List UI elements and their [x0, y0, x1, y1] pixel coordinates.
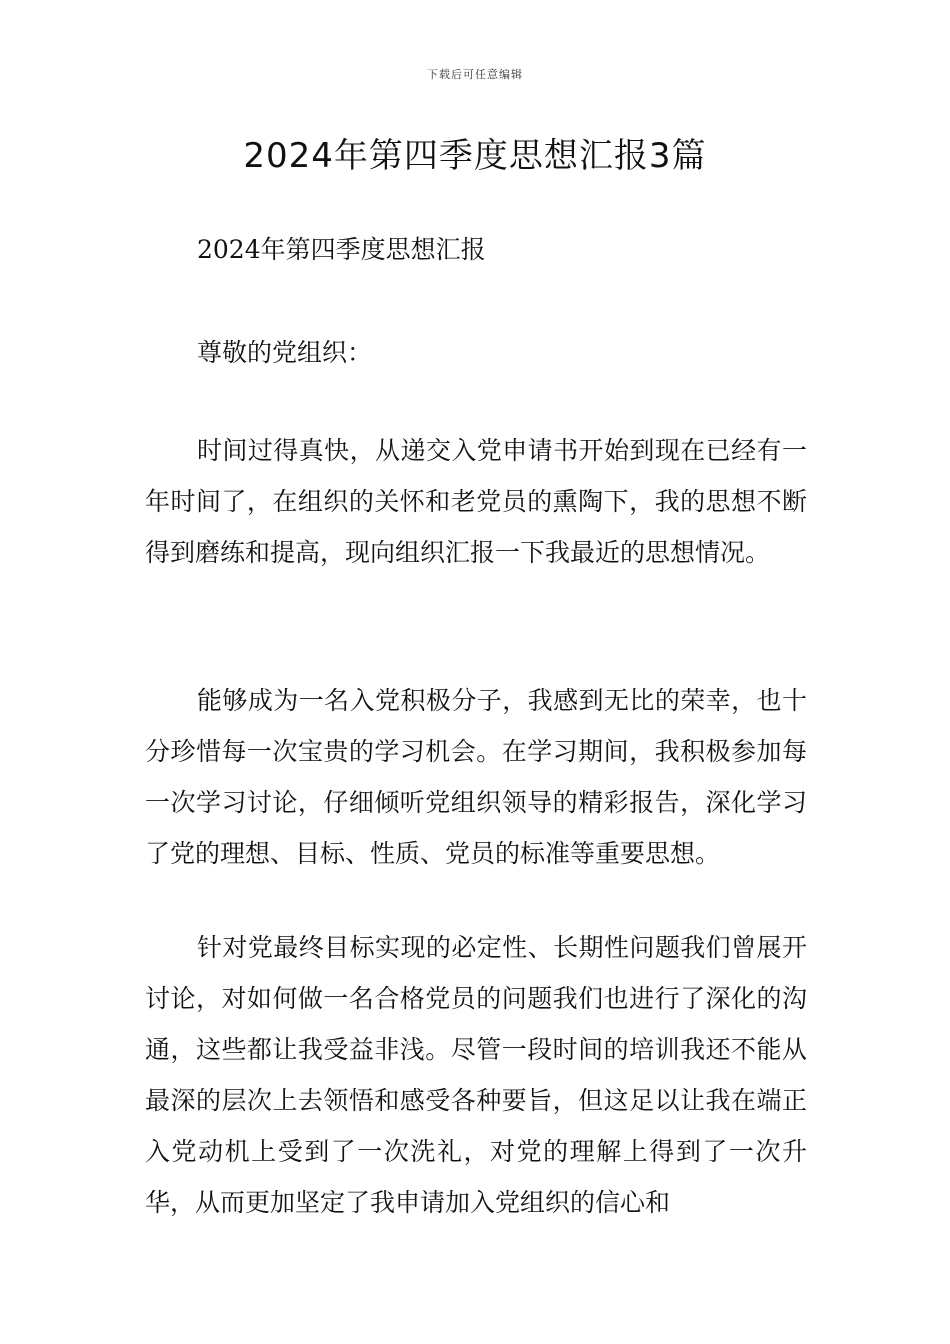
salutation: 尊敬的党组织： [197, 338, 373, 367]
paragraph: 时间过得真快，从递交入党申请书开始到现在已经有一年时间了，在组织的关怀和老党员的熏陶下，我的思想不断得到磨练和提高，现向组织汇报一下我最近的思想情况。 [145, 436, 807, 567]
header-note: 下载后可任意编辑 [427, 68, 523, 81]
paragraph: 针对党最终目标实现的必定性、长期性问题我们曾展开讨论，对如何做一名合格党员的问题我们也进行了深化的沟通，这些都让我受益非浅。尽管一段时间的培训我还不能从最深的层次上去领悟和感受各种要旨，但这足以让我在端正入党动机上受到了一次洗礼，对党的理解上得到了一次升华，从而更加坚定了我申请加入党组织的信心和 [145, 933, 807, 1217]
paragraph: 能够成为一名入党积极分子，我感到无比的荣幸，也十分珍惜每一次宝贵的学习机会。在学习期间，我积极参加每一次学习讨论，仔细倾听党组织领导的精彩报告，深化学习了党的理想、目标、性质、党员的标准等重要思想。 [145, 686, 807, 868]
document-title: 2024年第四季度思想汇报3篇 [243, 136, 707, 176]
document-subtitle: 2024年第四季度思想汇报 [197, 235, 486, 264]
